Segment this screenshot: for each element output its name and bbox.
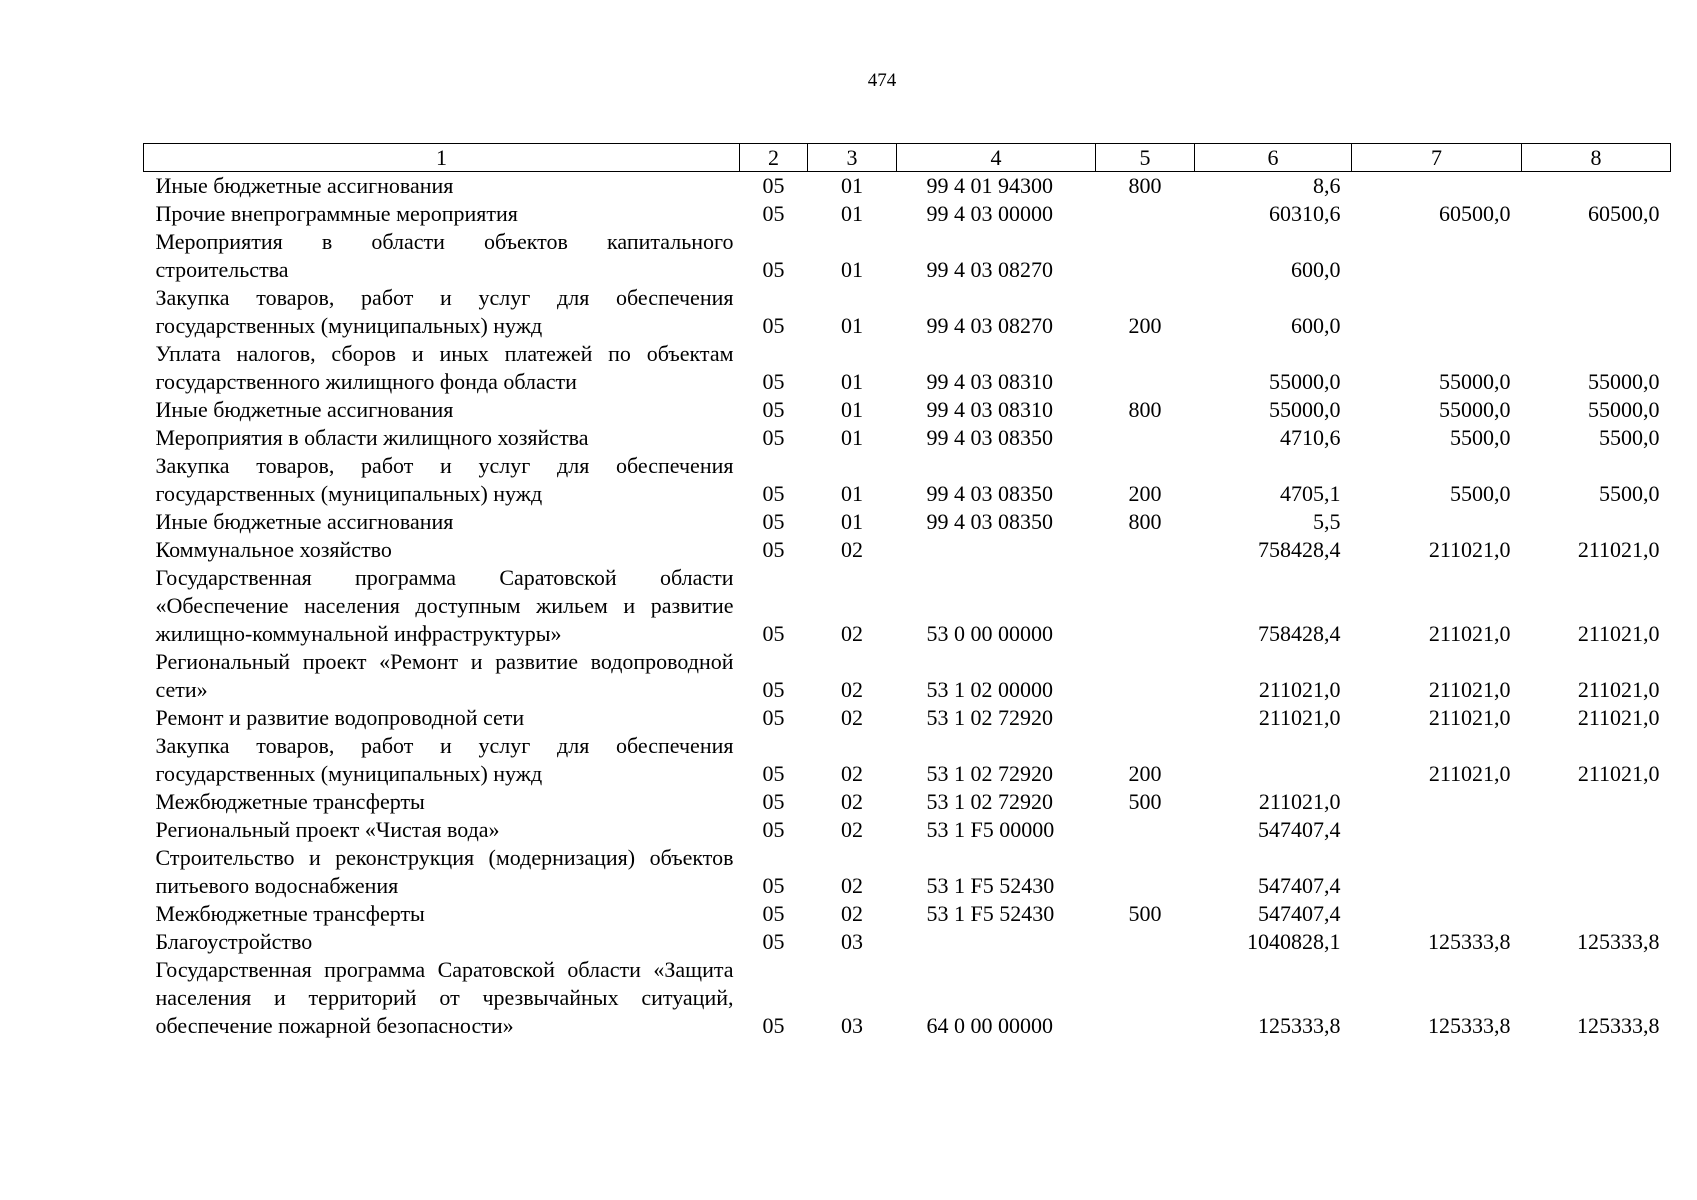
table-row [144, 396, 1671, 424]
amount-col-7: 211021,0 [1428, 537, 1511, 562]
amount-col-7 [1352, 816, 1522, 844]
column-header: 5 [1096, 144, 1195, 172]
amount-col-8: 5500,0 [1599, 481, 1660, 506]
section-code: 05 [762, 537, 785, 562]
subsection-code: 02 [841, 705, 863, 730]
table-row [144, 564, 1671, 648]
amount-col-6: 125333,8 [1258, 1013, 1341, 1038]
subsection-code: 01 [841, 397, 863, 422]
amount-col-8: 60500,0 [1588, 201, 1660, 226]
target-article-code: 64 0 00 00000 [926, 1013, 1053, 1038]
subsection-code: 01 [841, 481, 863, 506]
table-row [144, 200, 1671, 228]
amount-col-8 [1522, 788, 1671, 816]
table-row [144, 732, 1671, 788]
amount-col-8: 55000,0 [1588, 397, 1660, 422]
item-name: Региональный проект «Ремонт и развитие водопроводной сети» [155, 649, 734, 702]
column-header: 7 [1352, 144, 1522, 172]
expense-type-code [1096, 928, 1195, 956]
amount-col-7: 60500,0 [1439, 201, 1511, 226]
amount-col-7 [1352, 284, 1522, 340]
amount-col-7 [1352, 508, 1522, 536]
expense-type-code [1096, 844, 1195, 900]
item-name: Государственная программа Саратовской области «Защита населения и территорий от чрезвычайных ситуаций, обеспечение пожарной безопасности» [155, 957, 734, 1038]
column-header: 1 [144, 144, 740, 172]
subsection-code: 01 [841, 173, 863, 198]
amount-col-6: 5,5 [1313, 509, 1341, 534]
table-row [144, 340, 1671, 396]
expense-type-code: 500 [1128, 789, 1162, 814]
amount-col-6: 4705,1 [1280, 481, 1341, 506]
amount-col-6: 547407,4 [1258, 901, 1341, 926]
section-code: 05 [762, 929, 785, 954]
section-code: 05 [762, 509, 785, 534]
section-code: 05 [762, 705, 785, 730]
column-header: 2 [740, 144, 808, 172]
subsection-code: 01 [841, 425, 863, 450]
table-row [144, 816, 1671, 844]
subsection-code: 02 [841, 621, 863, 646]
amount-col-8 [1522, 508, 1671, 536]
subsection-code: 01 [841, 369, 863, 394]
amount-col-7: 211021,0 [1428, 761, 1511, 786]
section-code: 05 [762, 173, 785, 198]
expense-type-code [1096, 228, 1195, 284]
budget-table [143, 143, 1671, 1040]
expense-type-code [1096, 704, 1195, 732]
section-code: 05 [762, 761, 785, 786]
amount-col-7 [1352, 844, 1522, 900]
target-article-code: 99 4 03 08350 [926, 425, 1053, 450]
section-code: 05 [762, 369, 785, 394]
table-row [144, 452, 1671, 508]
subsection-code: 02 [841, 761, 863, 786]
item-name: Иные бюджетные ассигнования [155, 173, 454, 198]
item-name: Прочие внепрограммные мероприятия [155, 201, 518, 226]
target-article-code: 53 1 F5 00000 [926, 817, 1055, 842]
item-name: Уплата налогов, сборов и иных платежей по объектам государственного жилищного фонда области [155, 341, 734, 394]
item-name: Иные бюджетные ассигнования [155, 397, 454, 422]
item-name: Благоустройство [155, 929, 313, 954]
table-row [144, 228, 1671, 284]
target-article-code: 53 1 F5 52430 [926, 901, 1055, 926]
table-row [144, 536, 1671, 564]
expense-type-code: 500 [1128, 901, 1162, 926]
amount-col-7: 125333,8 [1428, 929, 1511, 954]
table-row [144, 956, 1671, 1040]
column-header: 8 [1522, 144, 1671, 172]
header-row [144, 144, 1671, 172]
column-header: 4 [897, 144, 1096, 172]
amount-col-8: 125333,8 [1577, 1013, 1660, 1038]
amount-col-8: 211021,0 [1577, 705, 1660, 730]
target-article-code: 53 1 F5 52430 [926, 873, 1055, 898]
target-article-code: 99 4 03 08350 [926, 481, 1053, 506]
expense-type-code [1096, 564, 1195, 648]
subsection-code: 01 [841, 257, 863, 282]
item-name: Региональный проект «Чистая вода» [155, 817, 500, 842]
section-code: 05 [762, 425, 785, 450]
section-code: 05 [762, 901, 785, 926]
subsection-code: 01 [841, 201, 863, 226]
amount-col-8: 211021,0 [1577, 761, 1660, 786]
table-row [144, 424, 1671, 452]
target-article-code [897, 536, 1096, 564]
subsection-code: 01 [841, 313, 863, 338]
table-row [144, 788, 1671, 816]
amount-col-8 [1522, 816, 1671, 844]
expense-type-code [1096, 536, 1195, 564]
amount-col-8: 55000,0 [1588, 369, 1660, 394]
table-row [144, 284, 1671, 340]
section-code: 05 [762, 481, 785, 506]
item-name: Закупка товаров, работ и услуг для обеспечения государственных (муниципальных) нужд [155, 733, 734, 786]
target-article-code: 99 4 03 08310 [926, 397, 1053, 422]
subsection-code: 02 [841, 537, 863, 562]
amount-col-8 [1522, 228, 1671, 284]
amount-col-6: 758428,4 [1258, 537, 1341, 562]
target-article-code [897, 928, 1096, 956]
target-article-code: 53 1 02 00000 [926, 677, 1053, 702]
target-article-code: 53 0 00 00000 [926, 621, 1053, 646]
subsection-code: 02 [841, 873, 863, 898]
amount-col-7 [1352, 788, 1522, 816]
expense-type-code [1096, 816, 1195, 844]
target-article-code: 99 4 01 94300 [926, 173, 1053, 198]
amount-col-8 [1522, 172, 1671, 201]
amount-col-7 [1352, 228, 1522, 284]
amount-col-7 [1352, 900, 1522, 928]
target-article-code: 99 4 03 00000 [926, 201, 1053, 226]
amount-col-6: 1040828,1 [1247, 929, 1341, 954]
amount-col-7: 211021,0 [1428, 621, 1511, 646]
table-header [144, 144, 1671, 172]
table-body [144, 172, 1671, 1041]
amount-col-6: 758428,4 [1258, 621, 1341, 646]
amount-col-8: 125333,8 [1577, 929, 1660, 954]
target-article-code: 53 1 02 72920 [926, 761, 1053, 786]
amount-col-6: 547407,4 [1258, 873, 1341, 898]
amount-col-8: 211021,0 [1577, 621, 1660, 646]
section-code: 05 [762, 677, 785, 702]
amount-col-6: 55000,0 [1269, 397, 1341, 422]
amount-col-7: 211021,0 [1428, 705, 1511, 730]
subsection-code: 01 [841, 509, 863, 534]
amount-col-6: 4710,6 [1280, 425, 1341, 450]
amount-col-6: 600,0 [1291, 313, 1341, 338]
expense-type-code [1096, 424, 1195, 452]
expense-type-code: 200 [1128, 481, 1162, 506]
item-name: Ремонт и развитие водопроводной сети [155, 705, 525, 730]
target-article-code: 99 4 03 08270 [926, 313, 1053, 338]
amount-col-7 [1352, 172, 1522, 201]
section-code: 05 [762, 789, 785, 814]
subsection-code: 02 [841, 789, 863, 814]
item-name: Государственная программа Саратовской области «Обеспечение населения доступным жильем и развитие жилищно-коммунальной инфраструктуры» [155, 565, 734, 646]
expense-type-code: 800 [1128, 509, 1162, 534]
section-code: 05 [762, 1013, 785, 1038]
target-article-code: 99 4 03 08310 [926, 369, 1053, 394]
section-code: 05 [762, 313, 785, 338]
subsection-code: 02 [841, 817, 863, 842]
item-name: Межбюджетные трансферты [155, 789, 425, 814]
amount-col-7: 55000,0 [1439, 397, 1511, 422]
expense-type-code [1096, 200, 1195, 228]
amount-col-6: 211021,0 [1258, 677, 1341, 702]
expense-type-code: 800 [1128, 173, 1162, 198]
amount-col-7: 211021,0 [1428, 677, 1511, 702]
amount-col-7: 55000,0 [1439, 369, 1511, 394]
section-code: 05 [762, 201, 785, 226]
subsection-code: 03 [841, 1013, 863, 1038]
amount-col-8 [1522, 900, 1671, 928]
table-row [144, 704, 1671, 732]
table-row [144, 508, 1671, 536]
item-name: Мероприятия в области жилищного хозяйства [155, 425, 589, 450]
target-article-code: 53 1 02 72920 [926, 705, 1053, 730]
table-row [144, 844, 1671, 900]
item-name: Иные бюджетные ассигнования [155, 509, 454, 534]
expense-type-code [1096, 340, 1195, 396]
target-article-code: 53 1 02 72920 [926, 789, 1053, 814]
expense-type-code [1096, 956, 1195, 1040]
column-header: 6 [1195, 144, 1352, 172]
page-number: 474 [867, 70, 897, 91]
amount-col-6: 547407,4 [1258, 817, 1341, 842]
section-code: 05 [762, 873, 785, 898]
subsection-code: 02 [841, 677, 863, 702]
amount-col-8: 211021,0 [1577, 537, 1660, 562]
item-name: Коммунальное хозяйство [155, 537, 392, 562]
target-article-code: 99 4 03 08350 [926, 509, 1053, 534]
expense-type-code: 200 [1128, 313, 1162, 338]
section-code: 05 [762, 817, 785, 842]
expense-type-code: 800 [1128, 397, 1162, 422]
target-article-code: 99 4 03 08270 [926, 257, 1053, 282]
amount-col-6: 55000,0 [1269, 369, 1341, 394]
amount-col-7: 5500,0 [1450, 481, 1511, 506]
section-code: 05 [762, 621, 785, 646]
amount-col-6: 8,6 [1313, 173, 1341, 198]
amount-col-6: 211021,0 [1258, 705, 1341, 730]
item-name: Закупка товаров, работ и услуг для обеспечения государственных (муниципальных) нужд [155, 285, 734, 338]
subsection-code: 03 [841, 929, 863, 954]
subsection-code: 02 [841, 901, 863, 926]
table-row [144, 928, 1671, 956]
amount-col-6: 211021,0 [1258, 789, 1341, 814]
amount-col-7: 125333,8 [1428, 1013, 1511, 1038]
item-name: Строительство и реконструкция (модернизация) объектов питьевого водоснабжения [155, 845, 734, 898]
table-row [144, 648, 1671, 704]
table-row [144, 172, 1671, 201]
item-name: Закупка товаров, работ и услуг для обеспечения государственных (муниципальных) нужд [155, 453, 734, 506]
amount-col-6: 60310,6 [1269, 201, 1341, 226]
amount-col-8 [1522, 844, 1671, 900]
item-name: Межбюджетные трансферты [155, 901, 425, 926]
amount-col-8: 211021,0 [1577, 677, 1660, 702]
amount-col-7: 5500,0 [1450, 425, 1511, 450]
amount-col-8 [1522, 284, 1671, 340]
amount-col-8: 5500,0 [1599, 425, 1660, 450]
column-header: 3 [808, 144, 897, 172]
expense-type-code: 200 [1128, 761, 1162, 786]
item-name: Мероприятия в области объектов капитального строительства [155, 229, 734, 282]
amount-col-6: 600,0 [1291, 257, 1341, 282]
table-row [144, 900, 1671, 928]
amount-col-6 [1195, 732, 1352, 788]
expense-type-code [1096, 648, 1195, 704]
section-code: 05 [762, 397, 785, 422]
section-code: 05 [762, 257, 785, 282]
